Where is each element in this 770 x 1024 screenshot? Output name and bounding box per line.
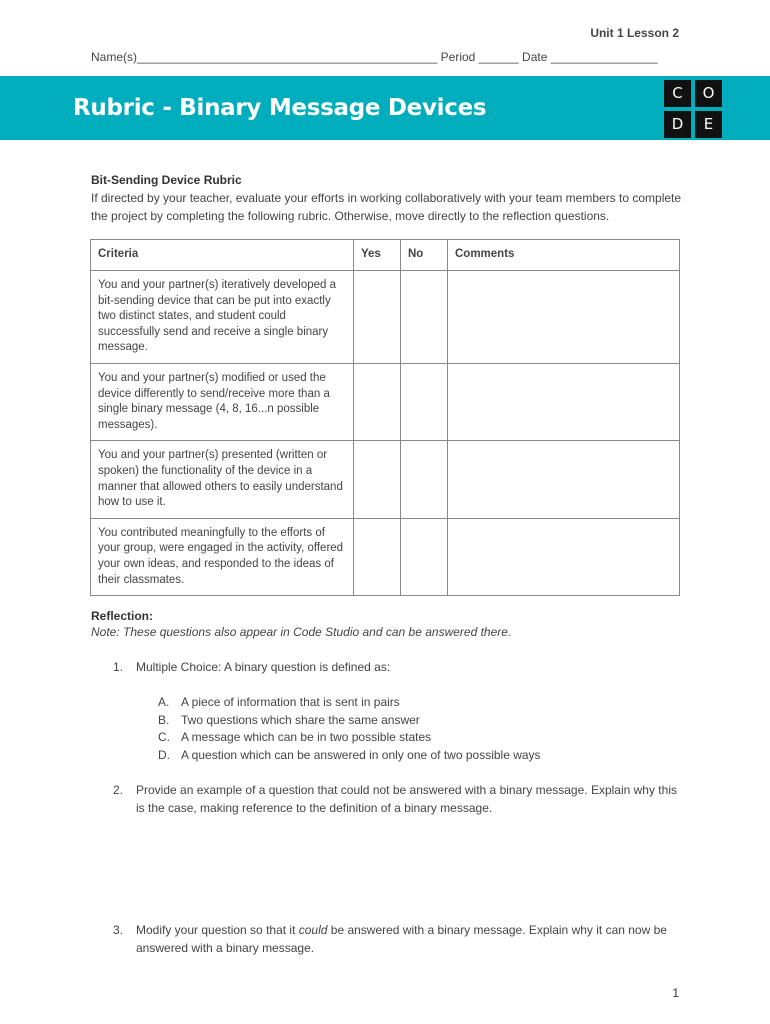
comments-cell[interactable] <box>448 363 680 440</box>
title-banner <box>0 76 770 140</box>
yes-cell[interactable] <box>354 441 401 518</box>
option-letter: A. <box>158 695 170 709</box>
rubric-intro: If directed by your teacher, evaluate your efforts in working collaboratively with your team members to complete the project by completing the following rubric. Otherwise, move directly to the reflection questions. <box>91 191 682 223</box>
question-text-end: be answered with a binary message. Explain why it can now be answered with a binary message. <box>136 923 667 955</box>
column-header-no: No <box>401 240 448 271</box>
no-cell[interactable] <box>401 271 448 364</box>
logo-letter-d: D <box>664 111 691 138</box>
criteria-cell: You and your partner(s) iteratively developed a bit-sending device that can be put into exactly two distinct states, and student could successfully send and receive a single binary message. <box>91 271 354 364</box>
rubric-heading: Bit-Sending Device Rubric <box>91 173 242 187</box>
comments-cell[interactable] <box>448 271 680 364</box>
option-text: A question which can be answered in only one of two possible ways <box>181 748 541 762</box>
logo-letter-c: C <box>664 80 691 107</box>
question-number: 3. <box>113 923 124 937</box>
reflection-note: Note: These questions also appear in Code Studio and can be answered there. <box>91 625 512 639</box>
yes-cell[interactable] <box>354 518 401 595</box>
question-text: Multiple Choice: A binary question is defined as: <box>136 660 391 674</box>
logo-letter-e: E <box>695 111 722 138</box>
unit-label: Unit 1 Lesson 2 <box>590 26 679 40</box>
logo-letter-o: O <box>695 80 722 107</box>
question-text-start: Modify your question so that it <box>136 923 299 937</box>
question-text: Provide an example of a question that could not be answered with a binary message. Explain why this is the case, making reference to the definition of a binary message. <box>136 783 677 815</box>
question-text <box>136 922 683 957</box>
table-header-row <box>91 240 680 271</box>
rubric-table <box>90 239 680 596</box>
page-title: Rubric - Binary Message Devices <box>73 95 487 121</box>
table-row <box>91 441 680 518</box>
option-letter: B. <box>158 713 170 727</box>
yes-cell[interactable] <box>354 363 401 440</box>
option-letter: D. <box>158 748 170 762</box>
column-header-comments: Comments <box>448 240 680 271</box>
no-cell[interactable] <box>401 363 448 440</box>
comments-cell[interactable] <box>448 441 680 518</box>
criteria-cell: You contributed meaningfully to the efforts of your group, were engaged in the activity, offered your own ideas, and responded to the ideas of their classmates. <box>91 518 354 595</box>
column-header-yes: Yes <box>354 240 401 271</box>
criteria-cell: You and your partner(s) presented (written or spoken) the functionality of the device in a manner that allowed others to easily understand how to use it. <box>91 441 354 518</box>
option-text: A piece of information that is sent in pairs <box>181 695 400 709</box>
option-text: A message which can be in two possible states <box>181 730 432 744</box>
code-logo <box>664 80 722 138</box>
comments-cell[interactable] <box>448 518 680 595</box>
reflection-heading: Reflection: <box>91 609 154 623</box>
question-number: 2. <box>113 783 124 797</box>
no-cell[interactable] <box>401 441 448 518</box>
emphasized-word: could <box>298 923 328 937</box>
no-cell[interactable] <box>401 518 448 595</box>
table-row <box>91 363 680 440</box>
criteria-cell: You and your partner(s) modified or used the device differently to send/receive more than a single binary message (4, 8, 16...n possible messages). <box>91 363 354 440</box>
column-header-criteria: Criteria <box>91 240 354 271</box>
yes-cell[interactable] <box>354 271 401 364</box>
page-number: 1 <box>672 986 679 1000</box>
question-number: 1. <box>113 660 124 674</box>
table-row <box>91 518 680 595</box>
table-row <box>91 271 680 364</box>
name-period-date-line: Name(s)_____________________________________________ Period ______ Date ________________ <box>91 50 658 64</box>
option-text: Two questions which share the same answer <box>181 713 420 727</box>
option-letter: C. <box>158 730 170 744</box>
